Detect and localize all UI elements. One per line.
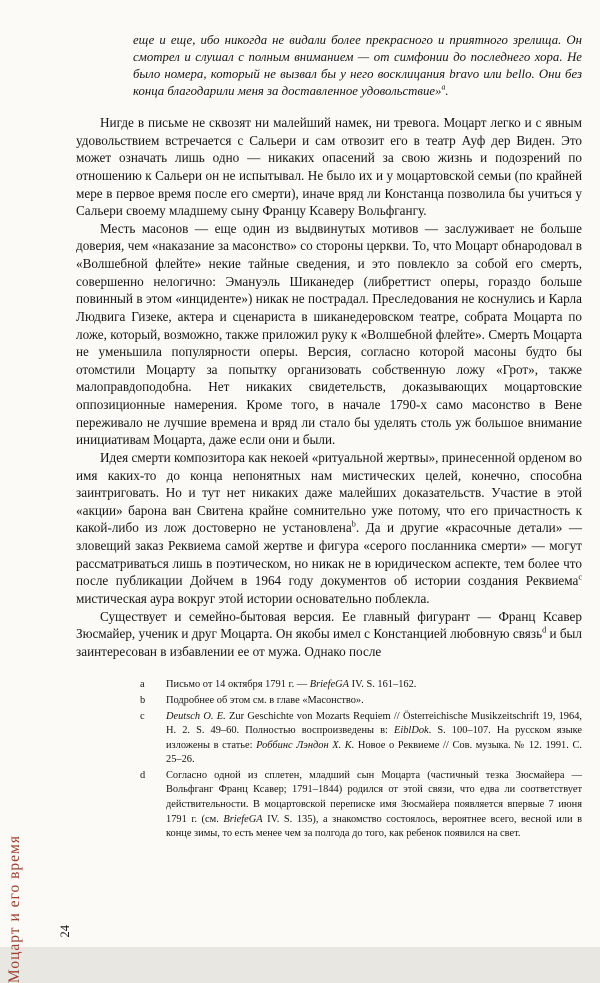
footnote-text-part: IV. S. 135), а знакомство состоялось, вероятнее всего, весной или в конце зимы, то есть менее чем за полгода до того, как ребенок появился на свет. <box>166 813 582 840</box>
footnote-d <box>140 769 582 842</box>
footnote-text-part: Zur Geschichte von Mozarts Requiem // Österreichische Musikzeitschrift 19, 1964, H. 2. S. 49–60. Полностью воспроизведены в: <box>166 710 582 737</box>
paragraph-4-text: Существует и семейно-бытовая версия. Ее главный фигурант — Франц Ксавер Зюсмайер, ученик и друг Моцарта. Он якобы имел с Констанцией любовную связь <box>76 608 582 642</box>
paragraph-1: Нигде в письме не сквозят ни малейший намек, ни тревога. Моцарт легко и с явным удовольствием встречается с Сальери и сам отвозит его в театр Ауф дер Виден. Это может означать лишь одно — никаких опасений за свою жизнь и подозрений по отношению к Сальери он не испытывал. Не было их и у моцартовской семьи (по крайней мере в первое время после его смерти), иначе вряд ли Констанца позволила бы учиться у Сальери своему младшему сыну Францу Ксаверу Вольфгангу. <box>76 115 582 219</box>
footnote-marker: d <box>140 769 146 781</box>
paragraph-3 <box>76 449 582 608</box>
footnote-b <box>140 694 582 709</box>
footnotes-block <box>140 678 582 841</box>
footnote-text-italic: BriefeGA <box>223 813 263 825</box>
footnote-text-part: IV. S. 161–162. <box>349 679 417 691</box>
footnote-ref-b: b <box>351 520 356 530</box>
footnote-text-part: Подробнее об этом см. в главе «Масонство». <box>166 695 364 706</box>
paragraph-3-text: Идея смерти композитора как некоей «ритуальной жертвы», принесенной орденом во имя каких-то до конца непонятных нам мистических целей, конечно, способна заинтриговать. Но и тут нет никаких даже малейших доказательств. Участие в этой «акции» барона ван Свитена крайне сомнительно уже потому, что его причастность к какой-либо из лож достоверно не установлена <box>76 449 582 536</box>
footnote-ref-c: c <box>578 572 582 582</box>
footnote-marker: b <box>140 695 146 706</box>
footnote-c <box>140 710 582 768</box>
footnote-text-part: Письмо от 14 октября 1791 г. — <box>166 679 310 691</box>
quote-text: еще и еще, ибо никогда не видали более прекрасного и приятного зрелища. Он смотрел и слушал с полным вниманием — от симфонии до последнего хора. Не было номера, который не вызвал бы у него восклицания bravo или bello. Они без конца благодарили меня за доставленное удовольствие» <box>133 33 582 99</box>
quote-text-tail: . <box>445 84 449 99</box>
footnote-text <box>166 694 582 709</box>
footnote-text <box>166 710 582 768</box>
paragraph-2: Месть масонов — еще один из выдвинутых мотивов — заслуживает не больше доверия, чем «наказание за масонство» со стороны церкви. То, что Моцарт обнародовал в «Волшебной флейте» некие тайные сведения, и это повлекло за собой его смерть, совершенно нелогично: Эмануэль Шиканедер (либреттист оперы, гораздо больше повинный в этом «инциденте») никак не пострадал. Преследования не коснулись и Карла Людвига Гизеке, актера и сценариста в шиканедеровском театре, собрата Моцарта по ложе, который, возможно, также приложил руку к «Волшебной флейте». Смерть Моцарта не уменьшила популярности оперы. Версия, согласно которой масоны будто бы отомстили Моцарту за попытку организовать собственную ложу «Грот», также малоправдоподобна. Нет никаких свидетельств, доказывающих моцартовские оппозиционные намерения. Кроме того, в начале 1790-х само масонство в Вене переживало не лучшие времена и вряд ли стало бы уделять столь уж большое внимание инициативам Моцарта, даже если они и были. <box>76 220 582 448</box>
footnote-text-italic: Роббинс Лэндон Х. К. <box>256 739 355 751</box>
opening-quote <box>133 32 582 100</box>
page-content <box>76 32 582 843</box>
footnote-marker: c <box>140 710 145 722</box>
footnote-a <box>140 678 582 693</box>
page-number: 24 <box>58 924 72 937</box>
paragraph-3-text: мистическая аура вокруг этой истории основательно поблекла. <box>76 590 430 606</box>
footnote-ref-a: a <box>441 82 446 92</box>
footnote-text <box>166 769 582 842</box>
paragraph-3-text: . Да и другие «красочные детали» — зловещий заказ Реквиема самой жертве и фигура «серого посланника смерти» — могут рассматриваться лишь в поэтическом, но никак не в юридическом аспекте, тем более что после публикации Дойчем в 1964 году документов об истории создания Реквиема <box>76 520 583 589</box>
footnote-text-part: . S. 100–107. На русском языке изложены в статье: <box>166 725 582 751</box>
footnote-text-italic: BriefeGA <box>309 679 350 691</box>
paragraph-4-text: и был заинтересован в избавлении ее от мужа. Однако после <box>76 626 582 659</box>
footnote-text-part: Согласно одной из сплетен, младший сын Моцарта (частичный тезка Зюсмайера — Вольфганг Франц Ксавер; 1791–1844) родился от этой связи, что едва ли соответствует действительности. В моцартовской переписке имя Зюсмайера появляется впервые 7 июня 1791 г. (см. <box>166 769 582 825</box>
margin-book-title: Моцарт и его время <box>6 834 23 983</box>
paragraph-4 <box>76 608 582 661</box>
footnote-marker: a <box>140 679 145 691</box>
footnote-text-part: Новое о Реквиеме // Сов. музыка. № 12. 1991. С. 25–26. <box>166 739 582 766</box>
footnote-text <box>166 678 582 693</box>
footnote-ref-d: d <box>542 625 547 635</box>
footnote-text-italic: Deutsch O. E. <box>166 710 226 722</box>
footnote-text-italic: EiblDok <box>394 725 429 737</box>
